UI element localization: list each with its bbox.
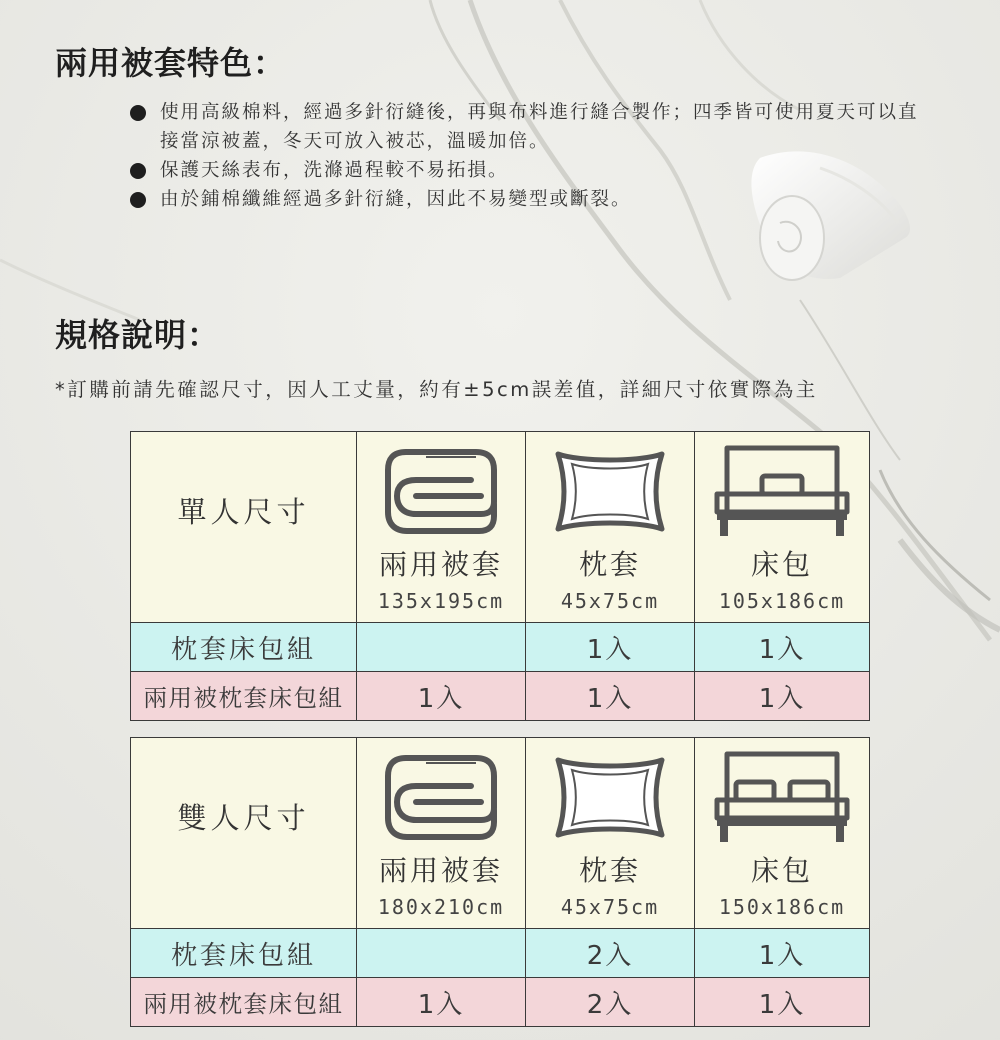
row-label: 枕套床包組 bbox=[131, 929, 357, 978]
size-title-cell bbox=[131, 432, 357, 623]
item-size: 45x75cm bbox=[560, 895, 660, 919]
item-cell bbox=[695, 432, 870, 623]
item-cell bbox=[526, 738, 695, 929]
specs-heading: 規格說明： bbox=[55, 316, 221, 354]
item-cell bbox=[526, 432, 695, 623]
qty-cell bbox=[357, 623, 526, 672]
qty-cell: 1入 bbox=[695, 929, 870, 978]
feature-item: 保護天絲表布，洗滌過程較不易拓損。 bbox=[130, 156, 930, 185]
feature-item: 使用高級棉料，經過多針衍縫後，再與布料進行縫合製作；四季皆可使用夏天可以直接當涼被蓋，冬天可放入被芯，溫暖加倍。 bbox=[130, 98, 920, 156]
item-size: 105x186cm bbox=[718, 589, 846, 613]
table-row bbox=[131, 929, 870, 978]
double-bed-icon bbox=[712, 750, 852, 845]
table-row bbox=[131, 978, 870, 1027]
double-size-table bbox=[130, 737, 870, 1027]
row-label: 兩用被枕套床包組 bbox=[131, 978, 357, 1027]
item-name: 床包 bbox=[750, 548, 813, 581]
single-bed-icon bbox=[712, 444, 852, 539]
item-name: 枕套 bbox=[578, 548, 641, 581]
pillow-icon bbox=[550, 444, 670, 539]
qty-cell: 1入 bbox=[526, 672, 695, 721]
folded-quilt-icon bbox=[381, 750, 501, 845]
single-size-table bbox=[130, 431, 870, 721]
measurement-note: *訂購前請先確認尺寸，因人工丈量，約有±5cm誤差值，詳細尺寸依實際為主 bbox=[55, 378, 818, 401]
table-row bbox=[131, 623, 870, 672]
size-title-cell bbox=[131, 738, 357, 929]
feature-item: 由於鋪棉纖維經過多針衍縫，因此不易變型或斷裂。 bbox=[130, 185, 930, 214]
qty-cell: 1入 bbox=[526, 623, 695, 672]
qty-cell: 2入 bbox=[526, 978, 695, 1027]
item-cell bbox=[357, 738, 526, 929]
item-name: 床包 bbox=[750, 854, 813, 887]
row-label: 兩用被枕套床包組 bbox=[131, 672, 357, 721]
folded-quilt-icon bbox=[381, 444, 501, 539]
item-name: 兩用被套 bbox=[378, 854, 503, 887]
item-size: 150x186cm bbox=[718, 895, 846, 919]
item-name: 兩用被套 bbox=[378, 548, 503, 581]
pillow-icon bbox=[550, 750, 670, 845]
item-size: 180x210cm bbox=[377, 895, 505, 919]
item-size: 135x195cm bbox=[377, 589, 505, 613]
features-heading: 兩用被套特色： bbox=[55, 44, 287, 82]
qty-cell: 1入 bbox=[695, 623, 870, 672]
qty-cell bbox=[357, 929, 526, 978]
qty-cell: 1入 bbox=[357, 978, 526, 1027]
size-title: 單人尺寸 bbox=[177, 495, 310, 529]
item-cell bbox=[357, 432, 526, 623]
row-label: 枕套床包組 bbox=[131, 623, 357, 672]
item-cell bbox=[695, 738, 870, 929]
item-name: 枕套 bbox=[578, 854, 641, 887]
size-title: 雙人尺寸 bbox=[177, 801, 310, 835]
rolled-quilt-image bbox=[720, 138, 920, 288]
qty-cell: 1入 bbox=[695, 978, 870, 1027]
qty-cell: 1入 bbox=[357, 672, 526, 721]
qty-cell: 2入 bbox=[526, 929, 695, 978]
item-size: 45x75cm bbox=[560, 589, 660, 613]
table-row bbox=[131, 672, 870, 721]
qty-cell: 1入 bbox=[695, 672, 870, 721]
